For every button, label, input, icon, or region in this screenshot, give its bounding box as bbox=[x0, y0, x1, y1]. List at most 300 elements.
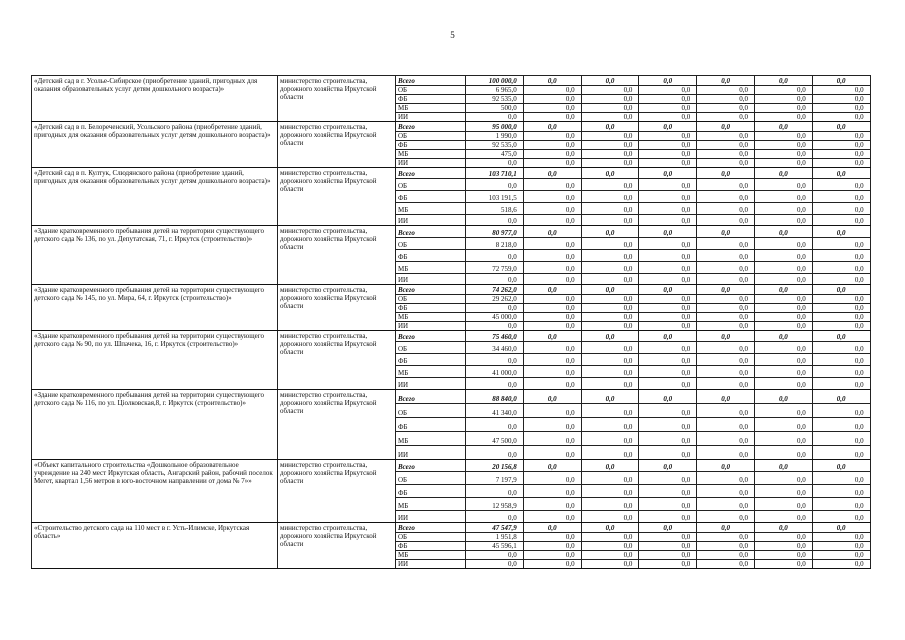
amount-cell: 0,0 bbox=[581, 132, 639, 141]
amount-cell: 0,0 bbox=[466, 322, 524, 331]
amount-cell: 0,0 bbox=[523, 141, 581, 150]
funding-source-cell: Всего bbox=[396, 331, 466, 342]
amount-cell: 0,0 bbox=[754, 179, 812, 191]
amount-cell: 0,0 bbox=[466, 511, 524, 523]
amount-cell: 0,0 bbox=[754, 122, 812, 132]
amount-cell: 0,0 bbox=[523, 485, 581, 498]
amount-cell: 0,0 bbox=[581, 238, 639, 250]
amount-cell: 0,0 bbox=[639, 285, 697, 295]
amount-cell: 0,0 bbox=[639, 262, 697, 274]
amount-cell: 0,0 bbox=[754, 262, 812, 274]
object-name-cell: «Здание кратковременного пребывания детей на территории существующего детского сада № 116, по ул. Ціолковская,8, г. Иркутск (строительство)» bbox=[32, 390, 278, 460]
amount-cell: 0,0 bbox=[523, 472, 581, 485]
amount-cell: 0,0 bbox=[523, 560, 581, 569]
amount-cell: 0,0 bbox=[639, 551, 697, 560]
funding-source-cell: МБ bbox=[396, 498, 466, 511]
funding-source-cell: ОБ bbox=[396, 295, 466, 304]
amount-cell: 0,0 bbox=[697, 354, 755, 366]
amount-cell: 80 977,0 bbox=[466, 226, 524, 238]
funding-source-cell: МБ bbox=[396, 366, 466, 378]
amount-cell: 0,0 bbox=[754, 238, 812, 250]
amount-cell: 0,0 bbox=[754, 390, 812, 404]
amount-cell: 0,0 bbox=[639, 104, 697, 113]
amount-cell: 0,0 bbox=[812, 179, 870, 191]
amount-cell: 0,0 bbox=[581, 498, 639, 511]
amount-cell: 0,0 bbox=[697, 331, 755, 342]
amount-cell: 0,0 bbox=[523, 215, 581, 226]
amount-cell: 0,0 bbox=[697, 203, 755, 215]
funding-source-cell: ФБ bbox=[396, 250, 466, 262]
amount-cell: 0,0 bbox=[754, 460, 812, 472]
table-row-total bbox=[32, 122, 871, 132]
amount-cell: 0,0 bbox=[812, 262, 870, 274]
amount-cell: 0,0 bbox=[466, 179, 524, 191]
funding-source-cell: Всего bbox=[396, 460, 466, 472]
amount-cell: 0,0 bbox=[523, 354, 581, 366]
funding-source-cell: МБ bbox=[396, 551, 466, 560]
amount-cell: 29 262,0 bbox=[466, 295, 524, 304]
amount-cell: 0,0 bbox=[581, 551, 639, 560]
amount-cell: 0,0 bbox=[639, 203, 697, 215]
funding-source-cell: МБ bbox=[396, 432, 466, 446]
amount-cell: 0,0 bbox=[754, 104, 812, 113]
amount-cell: 0,0 bbox=[754, 560, 812, 569]
amount-cell: 0,0 bbox=[812, 285, 870, 295]
amount-cell: 1 951,8 bbox=[466, 533, 524, 542]
amount-cell: 0,0 bbox=[754, 511, 812, 523]
amount-cell: 0,0 bbox=[581, 404, 639, 418]
object-name-cell: «Здание кратковременного пребывания детей на территории существующего детского сада № 145, по ул. Мира, 64, г. Иркутск (строительство)» bbox=[32, 285, 278, 331]
amount-cell: 0,0 bbox=[581, 432, 639, 446]
amount-cell: 0,0 bbox=[639, 226, 697, 238]
funding-source-cell: ОБ bbox=[396, 472, 466, 485]
amount-cell: 0,0 bbox=[581, 179, 639, 191]
amount-cell: 0,0 bbox=[697, 132, 755, 141]
amount-cell: 0,0 bbox=[639, 250, 697, 262]
amount-cell: 0,0 bbox=[697, 95, 755, 104]
amount-cell: 0,0 bbox=[754, 141, 812, 150]
amount-cell: 0,0 bbox=[754, 203, 812, 215]
funding-source-cell: ИИ bbox=[396, 378, 466, 390]
object-name-cell: «Детский сад в г. Усолье-Сибирское (приобретение зданий, пригодных для оказания образовательных услуг детям дошкольного возраста)» bbox=[32, 76, 278, 122]
amount-cell: 0,0 bbox=[639, 354, 697, 366]
amount-cell: 0,0 bbox=[523, 238, 581, 250]
amount-cell: 41 340,0 bbox=[466, 404, 524, 418]
amount-cell: 0,0 bbox=[754, 285, 812, 295]
amount-cell: 0,0 bbox=[523, 274, 581, 285]
amount-cell: 0,0 bbox=[581, 226, 639, 238]
amount-cell: 0,0 bbox=[812, 295, 870, 304]
amount-cell: 0,0 bbox=[812, 191, 870, 203]
amount-cell: 0,0 bbox=[754, 132, 812, 141]
amount-cell: 0,0 bbox=[812, 159, 870, 168]
amount-cell: 0,0 bbox=[754, 472, 812, 485]
amount-cell: 0,0 bbox=[812, 76, 870, 86]
funding-source-cell: ОБ bbox=[396, 179, 466, 191]
amount-cell: 0,0 bbox=[523, 104, 581, 113]
funding-source-cell: ИИ bbox=[396, 215, 466, 226]
responsible-org-cell: министерство строительства, дорожного хозяйства Иркутской области bbox=[278, 460, 396, 523]
amount-cell: 0,0 bbox=[812, 418, 870, 432]
amount-cell: 0,0 bbox=[581, 460, 639, 472]
amount-cell: 0,0 bbox=[812, 366, 870, 378]
amount-cell: 0,0 bbox=[639, 86, 697, 95]
amount-cell: 0,0 bbox=[523, 203, 581, 215]
amount-cell: 0,0 bbox=[639, 159, 697, 168]
amount-cell: 0,0 bbox=[466, 560, 524, 569]
funding-source-cell: ОБ bbox=[396, 132, 466, 141]
amount-cell: 0,0 bbox=[639, 191, 697, 203]
amount-cell: 0,0 bbox=[639, 295, 697, 304]
amount-cell: 0,0 bbox=[697, 191, 755, 203]
amount-cell: 0,0 bbox=[466, 304, 524, 313]
table-row-total bbox=[32, 331, 871, 342]
amount-cell: 34 460,0 bbox=[466, 342, 524, 354]
amount-cell: 0,0 bbox=[639, 238, 697, 250]
amount-cell: 0,0 bbox=[639, 523, 697, 533]
amount-cell: 0,0 bbox=[812, 432, 870, 446]
amount-cell: 0,0 bbox=[697, 432, 755, 446]
amount-cell: 0,0 bbox=[697, 313, 755, 322]
amount-cell: 0,0 bbox=[754, 498, 812, 511]
amount-cell: 0,0 bbox=[466, 250, 524, 262]
amount-cell: 0,0 bbox=[523, 342, 581, 354]
funding-source-cell: ФБ bbox=[396, 354, 466, 366]
amount-cell: 0,0 bbox=[639, 432, 697, 446]
object-name-cell: «Детский сад в п. Култук, Слюдянского района (приобретение зданий, пригодных для оказания образовательных услуг детям дошкольного возраста)» bbox=[32, 168, 278, 226]
amount-cell: 47 500,0 bbox=[466, 432, 524, 446]
amount-cell: 0,0 bbox=[754, 150, 812, 159]
table-row-total bbox=[32, 76, 871, 86]
amount-cell: 0,0 bbox=[523, 95, 581, 104]
amount-cell: 0,0 bbox=[523, 113, 581, 122]
amount-cell: 0,0 bbox=[812, 313, 870, 322]
funding-source-cell: ОБ bbox=[396, 86, 466, 95]
responsible-org-cell: министерство строительства, дорожного хозяйства Иркутской области bbox=[278, 285, 396, 331]
amount-cell: 0,0 bbox=[523, 132, 581, 141]
funding-source-cell: ФБ bbox=[396, 542, 466, 551]
amount-cell: 0,0 bbox=[466, 446, 524, 460]
amount-cell: 0,0 bbox=[697, 274, 755, 285]
amount-cell: 0,0 bbox=[754, 274, 812, 285]
amount-cell: 0,0 bbox=[581, 418, 639, 432]
funding-source-cell: ОБ bbox=[396, 404, 466, 418]
amount-cell: 0,0 bbox=[581, 150, 639, 159]
amount-cell: 0,0 bbox=[639, 472, 697, 485]
amount-cell: 100 000,0 bbox=[466, 76, 524, 86]
amount-cell: 0,0 bbox=[581, 113, 639, 122]
responsible-org-cell: министерство строительства, дорожного хозяйства Иркутской области bbox=[278, 331, 396, 390]
object-name-cell: «Строительство детского сада на 110 мест в г. Усть-Илимске, Иркутская область» bbox=[32, 523, 278, 569]
amount-cell: 0,0 bbox=[581, 168, 639, 179]
amount-cell: 0,0 bbox=[639, 322, 697, 331]
amount-cell: 0,0 bbox=[581, 215, 639, 226]
amount-cell: 0,0 bbox=[754, 533, 812, 542]
amount-cell: 0,0 bbox=[523, 322, 581, 331]
amount-cell: 0,0 bbox=[754, 432, 812, 446]
funding-source-cell: Всего bbox=[396, 76, 466, 86]
amount-cell: 0,0 bbox=[466, 113, 524, 122]
amount-cell: 0,0 bbox=[523, 366, 581, 378]
amount-cell: 0,0 bbox=[639, 304, 697, 313]
amount-cell: 0,0 bbox=[523, 168, 581, 179]
amount-cell: 0,0 bbox=[812, 511, 870, 523]
funding-source-cell: ИИ bbox=[396, 322, 466, 331]
amount-cell: 0,0 bbox=[697, 418, 755, 432]
funding-source-cell: ФБ bbox=[396, 418, 466, 432]
amount-cell: 0,0 bbox=[639, 215, 697, 226]
amount-cell: 0,0 bbox=[812, 390, 870, 404]
amount-cell: 0,0 bbox=[812, 404, 870, 418]
amount-cell: 0,0 bbox=[639, 446, 697, 460]
amount-cell: 0,0 bbox=[754, 485, 812, 498]
funding-source-cell: ИИ bbox=[396, 274, 466, 285]
amount-cell: 0,0 bbox=[581, 511, 639, 523]
amount-cell: 74 262,0 bbox=[466, 285, 524, 295]
amount-cell: 0,0 bbox=[697, 76, 755, 86]
amount-cell: 0,0 bbox=[639, 418, 697, 432]
amount-cell: 0,0 bbox=[697, 390, 755, 404]
table-row-total bbox=[32, 168, 871, 179]
funding-source-cell: Всего bbox=[396, 285, 466, 295]
funding-source-cell: ИИ bbox=[396, 511, 466, 523]
amount-cell: 0,0 bbox=[812, 523, 870, 533]
amount-cell: 7 197,9 bbox=[466, 472, 524, 485]
amount-cell: 0,0 bbox=[581, 472, 639, 485]
amount-cell: 0,0 bbox=[466, 274, 524, 285]
funding-source-cell: ОБ bbox=[396, 342, 466, 354]
amount-cell: 0,0 bbox=[466, 418, 524, 432]
amount-cell: 0,0 bbox=[581, 523, 639, 533]
amount-cell: 0,0 bbox=[812, 141, 870, 150]
amount-cell: 0,0 bbox=[639, 560, 697, 569]
amount-cell: 0,0 bbox=[581, 542, 639, 551]
amount-cell: 0,0 bbox=[581, 274, 639, 285]
amount-cell: 0,0 bbox=[697, 295, 755, 304]
amount-cell: 0,0 bbox=[581, 304, 639, 313]
amount-cell: 0,0 bbox=[639, 141, 697, 150]
funding-source-cell: Всего bbox=[396, 122, 466, 132]
amount-cell: 0,0 bbox=[812, 472, 870, 485]
amount-cell: 0,0 bbox=[581, 378, 639, 390]
amount-cell: 0,0 bbox=[639, 542, 697, 551]
amount-cell: 95 000,0 bbox=[466, 122, 524, 132]
amount-cell: 0,0 bbox=[697, 113, 755, 122]
amount-cell: 0,0 bbox=[523, 122, 581, 132]
amount-cell: 0,0 bbox=[697, 168, 755, 179]
table-row-total bbox=[32, 390, 871, 404]
amount-cell: 0,0 bbox=[466, 551, 524, 560]
amount-cell: 0,0 bbox=[581, 95, 639, 104]
responsible-org-cell: министерство строительства, дорожного хозяйства Иркутской области bbox=[278, 168, 396, 226]
funding-source-cell: ИИ bbox=[396, 159, 466, 168]
funding-source-cell: ОБ bbox=[396, 238, 466, 250]
amount-cell: 0,0 bbox=[581, 285, 639, 295]
amount-cell: 0,0 bbox=[639, 122, 697, 132]
funding-source-cell: ФБ bbox=[396, 141, 466, 150]
amount-cell: 0,0 bbox=[466, 485, 524, 498]
amount-cell: 0,0 bbox=[697, 226, 755, 238]
funding-source-cell: Всего bbox=[396, 390, 466, 404]
amount-cell: 0,0 bbox=[581, 250, 639, 262]
amount-cell: 0,0 bbox=[812, 342, 870, 354]
amount-cell: 0,0 bbox=[754, 366, 812, 378]
amount-cell: 0,0 bbox=[812, 250, 870, 262]
amount-cell: 0,0 bbox=[697, 542, 755, 551]
amount-cell: 0,0 bbox=[639, 460, 697, 472]
funding-source-cell: ФБ bbox=[396, 485, 466, 498]
amount-cell: 0,0 bbox=[523, 159, 581, 168]
amount-cell: 1 990,0 bbox=[466, 132, 524, 141]
amount-cell: 0,0 bbox=[754, 446, 812, 460]
amount-cell: 0,0 bbox=[639, 313, 697, 322]
funding-source-cell: ФБ bbox=[396, 304, 466, 313]
amount-cell: 0,0 bbox=[754, 342, 812, 354]
amount-cell: 0,0 bbox=[581, 322, 639, 331]
amount-cell: 0,0 bbox=[697, 285, 755, 295]
amount-cell: 0,0 bbox=[754, 313, 812, 322]
amount-cell: 0,0 bbox=[697, 215, 755, 226]
amount-cell: 0,0 bbox=[581, 104, 639, 113]
amount-cell: 0,0 bbox=[754, 159, 812, 168]
amount-cell: 0,0 bbox=[523, 542, 581, 551]
amount-cell: 0,0 bbox=[466, 354, 524, 366]
amount-cell: 0,0 bbox=[754, 250, 812, 262]
responsible-org-cell: министерство строительства, дорожного хозяйства Иркутской области bbox=[278, 226, 396, 285]
table-row-total bbox=[32, 460, 871, 472]
funding-source-cell: ФБ bbox=[396, 191, 466, 203]
amount-cell: 0,0 bbox=[754, 113, 812, 122]
amount-cell: 0,0 bbox=[639, 378, 697, 390]
amount-cell: 103 191,5 bbox=[466, 191, 524, 203]
amount-cell: 0,0 bbox=[697, 159, 755, 168]
amount-cell: 0,0 bbox=[523, 418, 581, 432]
amount-cell: 0,0 bbox=[812, 322, 870, 331]
funding-source-cell: МБ bbox=[396, 262, 466, 274]
amount-cell: 0,0 bbox=[523, 179, 581, 191]
amount-cell: 0,0 bbox=[754, 191, 812, 203]
amount-cell: 0,0 bbox=[581, 141, 639, 150]
amount-cell: 41 000,0 bbox=[466, 366, 524, 378]
funding-source-cell: ФБ bbox=[396, 95, 466, 104]
amount-cell: 0,0 bbox=[697, 498, 755, 511]
amount-cell: 0,0 bbox=[639, 331, 697, 342]
amount-cell: 0,0 bbox=[639, 179, 697, 191]
amount-cell: 0,0 bbox=[697, 472, 755, 485]
amount-cell: 0,0 bbox=[581, 485, 639, 498]
amount-cell: 0,0 bbox=[523, 313, 581, 322]
amount-cell: 0,0 bbox=[754, 542, 812, 551]
responsible-org-cell: министерство строительства, дорожного хозяйства Иркутской области bbox=[278, 523, 396, 569]
amount-cell: 0,0 bbox=[523, 523, 581, 533]
amount-cell: 0,0 bbox=[754, 551, 812, 560]
amount-cell: 0,0 bbox=[812, 485, 870, 498]
amount-cell: 0,0 bbox=[812, 215, 870, 226]
amount-cell: 475,0 bbox=[466, 150, 524, 159]
amount-cell: 0,0 bbox=[523, 446, 581, 460]
amount-cell: 72 759,0 bbox=[466, 262, 524, 274]
amount-cell: 0,0 bbox=[523, 295, 581, 304]
amount-cell: 0,0 bbox=[754, 354, 812, 366]
amount-cell: 0,0 bbox=[697, 551, 755, 560]
amount-cell: 0,0 bbox=[697, 86, 755, 95]
amount-cell: 0,0 bbox=[697, 304, 755, 313]
object-name-cell: «Здание кратковременного пребывания детей на территории существующего детского сада № 90, по ул. Шпачека, 16, г. Иркутск (строительство)» bbox=[32, 331, 278, 390]
amount-cell: 0,0 bbox=[466, 215, 524, 226]
amount-cell: 0,0 bbox=[581, 331, 639, 342]
amount-cell: 0,0 bbox=[581, 262, 639, 274]
amount-cell: 0,0 bbox=[812, 304, 870, 313]
amount-cell: 103 710,1 bbox=[466, 168, 524, 179]
amount-cell: 12 958,9 bbox=[466, 498, 524, 511]
amount-cell: 0,0 bbox=[697, 485, 755, 498]
amount-cell: 0,0 bbox=[523, 304, 581, 313]
amount-cell: 0,0 bbox=[754, 226, 812, 238]
amount-cell: 0,0 bbox=[639, 132, 697, 141]
amount-cell: 0,0 bbox=[812, 113, 870, 122]
object-name-cell: «Детский сад в п. Белореченский, Усольского района (приобретение зданий, пригодных для оказания образовательных услуг детям дошкольного возраста)» bbox=[32, 122, 278, 168]
funding-source-cell: ОБ bbox=[396, 533, 466, 542]
amount-cell: 0,0 bbox=[697, 104, 755, 113]
amount-cell: 0,0 bbox=[639, 390, 697, 404]
amount-cell: 0,0 bbox=[639, 274, 697, 285]
amount-cell: 0,0 bbox=[697, 150, 755, 159]
amount-cell: 0,0 bbox=[697, 179, 755, 191]
amount-cell: 0,0 bbox=[581, 366, 639, 378]
amount-cell: 0,0 bbox=[639, 366, 697, 378]
amount-cell: 0,0 bbox=[639, 76, 697, 86]
amount-cell: 0,0 bbox=[523, 551, 581, 560]
amount-cell: 0,0 bbox=[639, 95, 697, 104]
amount-cell: 75 460,0 bbox=[466, 331, 524, 342]
amount-cell: 0,0 bbox=[812, 122, 870, 132]
amount-cell: 0,0 bbox=[812, 274, 870, 285]
amount-cell: 0,0 bbox=[697, 378, 755, 390]
amount-cell: 518,6 bbox=[466, 203, 524, 215]
amount-cell: 0,0 bbox=[754, 168, 812, 179]
amount-cell: 88 840,0 bbox=[466, 390, 524, 404]
amount-cell: 0,0 bbox=[523, 250, 581, 262]
amount-cell: 92 535,0 bbox=[466, 95, 524, 104]
amount-cell: 0,0 bbox=[697, 404, 755, 418]
funding-source-cell: Всего bbox=[396, 168, 466, 179]
amount-cell: 0,0 bbox=[812, 354, 870, 366]
amount-cell: 0,0 bbox=[697, 533, 755, 542]
amount-cell: 0,0 bbox=[812, 86, 870, 95]
amount-cell: 0,0 bbox=[697, 460, 755, 472]
amount-cell: 20 156,8 bbox=[466, 460, 524, 472]
amount-cell: 0,0 bbox=[812, 150, 870, 159]
amount-cell: 0,0 bbox=[523, 432, 581, 446]
amount-cell: 0,0 bbox=[581, 390, 639, 404]
responsible-org-cell: министерство строительства, дорожного хозяйства Иркутской области bbox=[278, 390, 396, 460]
amount-cell: 0,0 bbox=[812, 551, 870, 560]
amount-cell: 8 218,0 bbox=[466, 238, 524, 250]
amount-cell: 0,0 bbox=[523, 76, 581, 86]
amount-cell: 0,0 bbox=[523, 191, 581, 203]
funding-source-cell: ИИ bbox=[396, 113, 466, 122]
amount-cell: 0,0 bbox=[754, 418, 812, 432]
page-number: 5 bbox=[450, 30, 455, 40]
amount-cell: 0,0 bbox=[581, 159, 639, 168]
table-row-total bbox=[32, 226, 871, 238]
amount-cell: 92 535,0 bbox=[466, 141, 524, 150]
amount-cell: 500,0 bbox=[466, 104, 524, 113]
amount-cell: 0,0 bbox=[812, 168, 870, 179]
amount-cell: 0,0 bbox=[754, 86, 812, 95]
amount-cell: 0,0 bbox=[581, 313, 639, 322]
amount-cell: 0,0 bbox=[812, 104, 870, 113]
